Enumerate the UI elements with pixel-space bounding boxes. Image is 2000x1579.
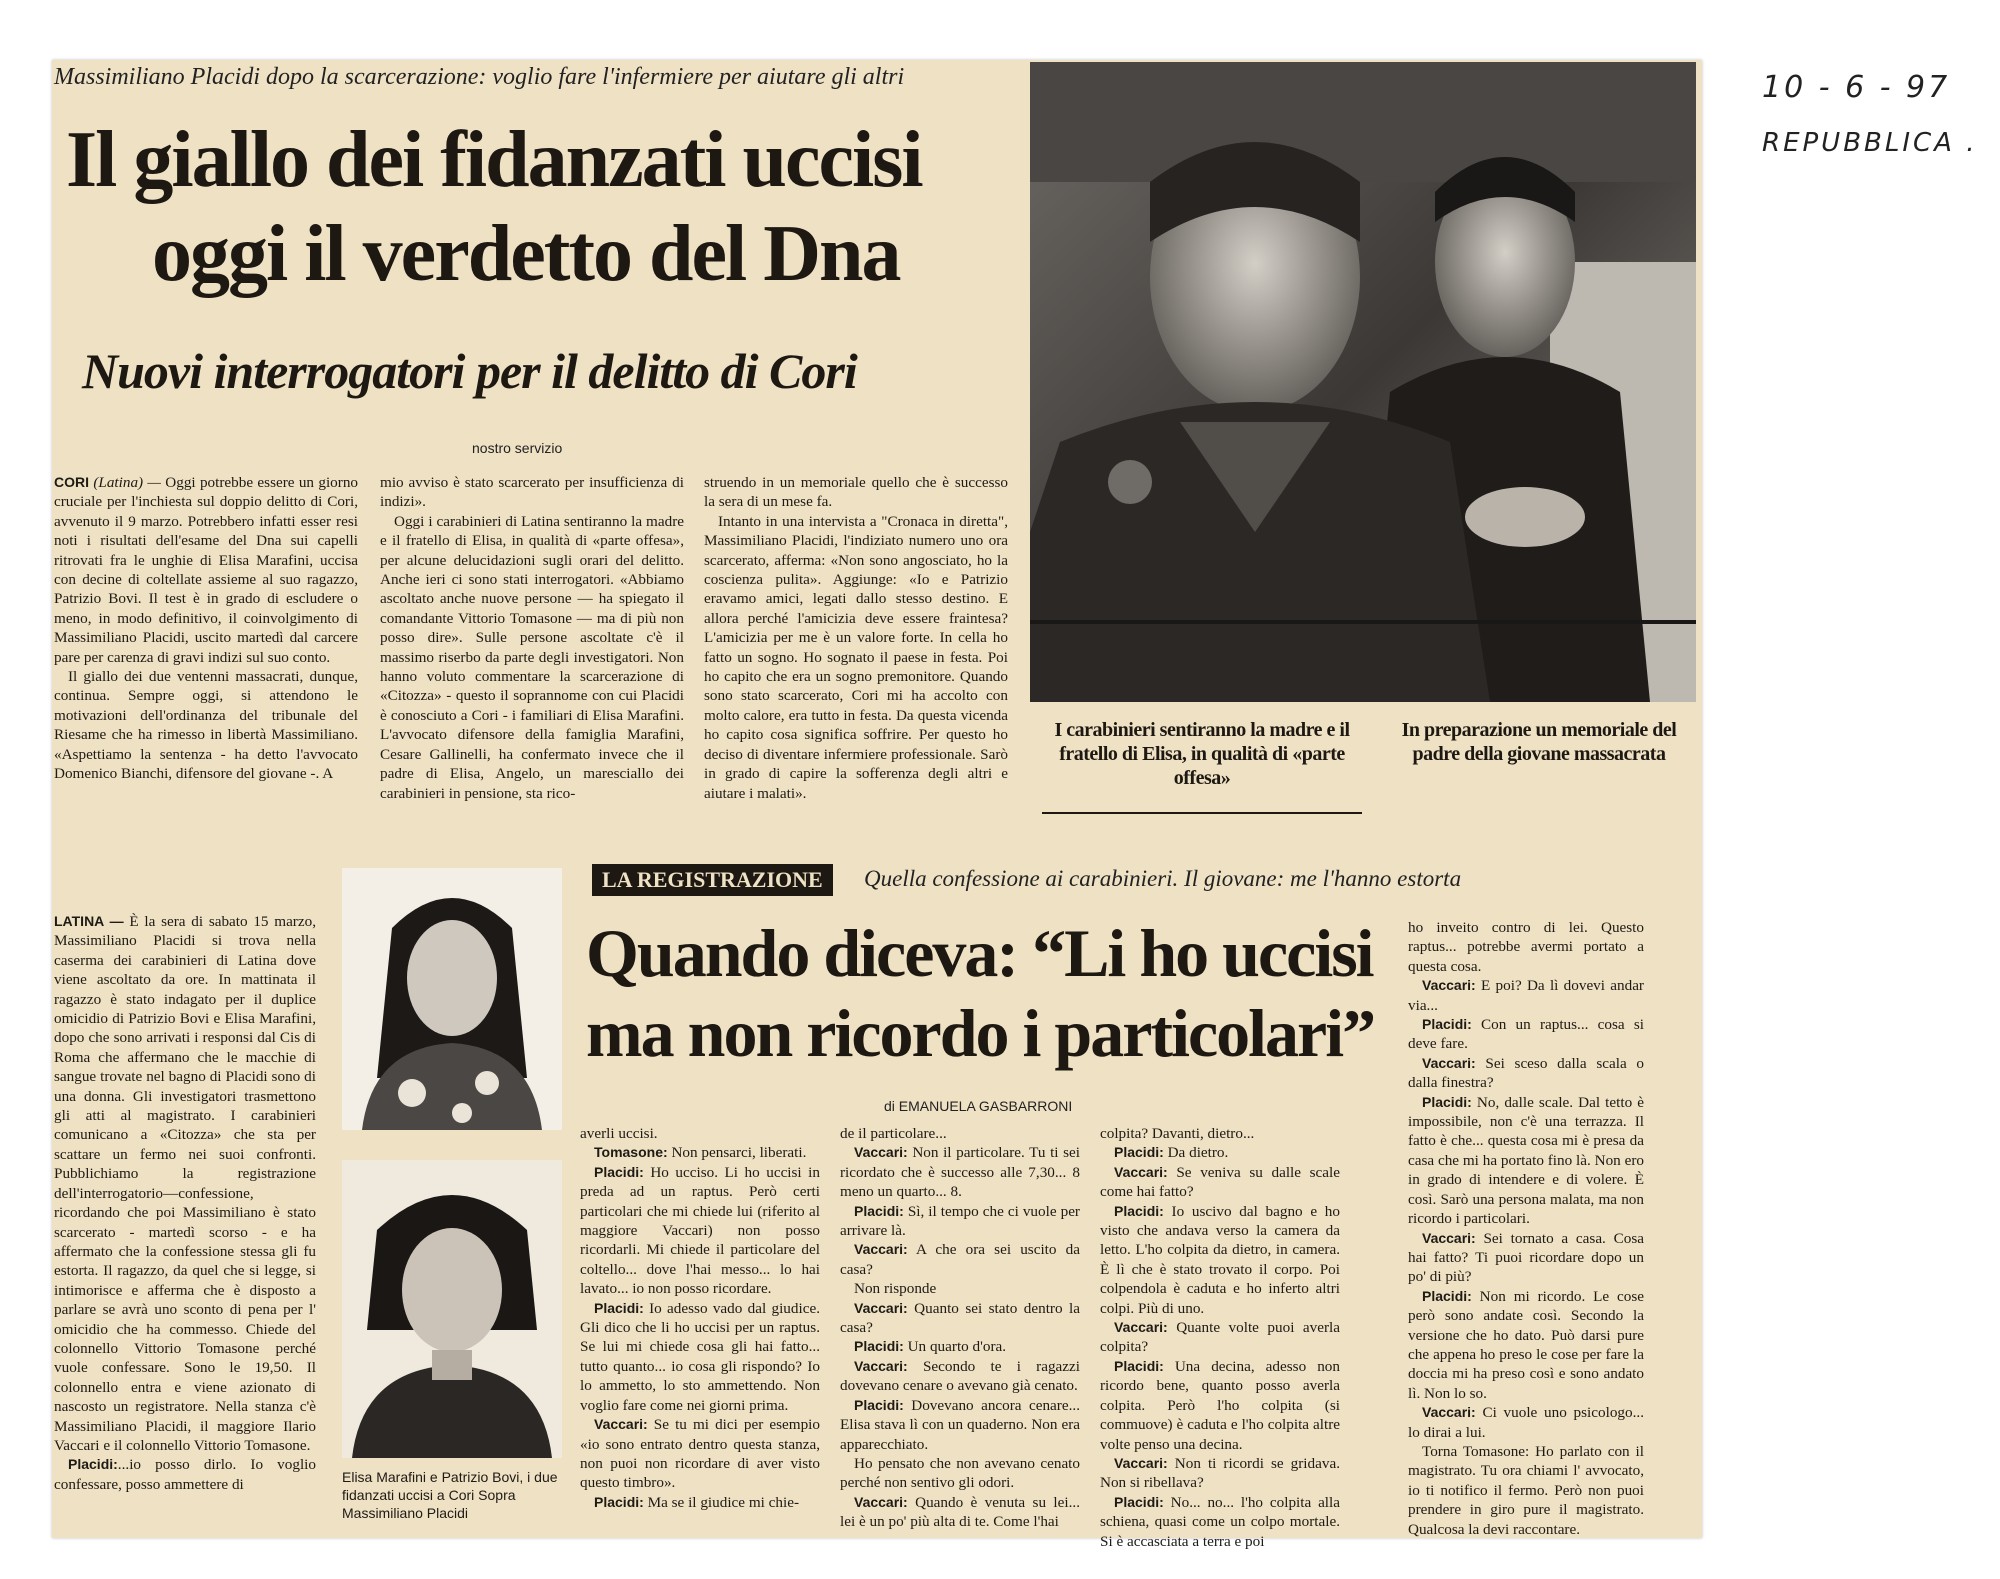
- dialogue-line: Ho pensato che non avevano cenato perché non sentivo gli odori.: [840, 1454, 1080, 1492]
- top-headline-line2: oggi il verdetto del Dna: [152, 210, 900, 298]
- bottom-byline: di EMANUELA GASBARRONI: [884, 1098, 1073, 1114]
- paragraph: Il giallo dei due ventenni massacrati, dunque, continua. Sempre oggi, si attendono le motivazioni dell'ordinanza del tribunale del Riesame che ha rimesso in libertà Massimiliano. «Aspettiamo la sentenza - ha detto l'avvocato Domenico Bianchi, difensore del giovane -. A: [54, 668, 358, 783]
- section-tag: LA REGISTRAZIONE: [592, 864, 833, 896]
- dialogue-line: Vaccari: Quante volte puoi averla colpita?: [1100, 1319, 1340, 1356]
- bottom-column-3: [840, 1124, 1080, 1532]
- portrait-patrizio-bovi: [342, 1160, 562, 1458]
- top-byline: nostro servizio: [472, 440, 563, 456]
- dialogue-line: Placidi: No, dalle scale. Dal tetto è impossibile, non c'è una terrazza. Il fatto è che... questa cosa mi è presa da casa che mi ha portato fino là. Non ero in grado di intendere e di volere. È così. Sarò una persona malata, ma non ricordo i particolari.: [1408, 1093, 1644, 1228]
- dialogue-line: Placidi: Ho ucciso. Li ho uccisi in preda ad un raptus. Però certi particolari che mi chiede lui (riferito al maggiore Vaccari) non posso ricordarli. Mi chiede il particolare del coltello... dove l'hai messo... lo hai lavato... io non posso ricordare.: [580, 1163, 820, 1298]
- dialogue-line: Placidi: Dovevano ancora cenare... Elisa stava lì con un quaderno. Non era apparecchiato.: [840, 1396, 1080, 1453]
- handwritten-source: REPUBBLICA .: [1762, 128, 1978, 158]
- dialogue-line: Placidi: Una decina, adesso non ricordo bene, quanto posso averla colpita. Però l'ho colpita (si commuove) è caduta e l'ho colpita altre volte penso una decina.: [1100, 1357, 1340, 1453]
- dialogue-line: colpita? Davanti, dietro...: [1100, 1125, 1255, 1142]
- speech: ...io posso dirlo. Io voglio confessare, posso ammettere di: [54, 1456, 316, 1493]
- dialogue-line: Placidi: Io uscivo dal bagno e ho visto che andava verso la camera da letto. L'ho colpita da dietro, in camera. È lì che è stato trovato il corpo. Poi colpendola è caduta e ho inferto altri colpi. Più di uno.: [1100, 1202, 1340, 1317]
- portrait-caption: Elisa Marafini e Patrizio Bovi, i due fidanzati uccisi a Cori Sopra Massimiliano Placidi: [342, 1469, 558, 1521]
- photo-carabinieri-image: [1030, 62, 1696, 702]
- bottom-column-4: [1100, 1124, 1340, 1551]
- dialogue-line: Vaccari: Quanto sei stato dentro la casa?: [840, 1299, 1080, 1337]
- dialogue-line: averli uccisi.: [580, 1125, 658, 1142]
- dateline-latina: LATINA —: [54, 913, 130, 929]
- dialogue-line: Vaccari: Se tu mi dici per esempio «io sono entrato dentro questa stanza, non puoi non ricordare di aver visto questo timbro».: [580, 1416, 820, 1492]
- caption-rule: [1042, 812, 1362, 814]
- paragraph: È la sera di sabato 15 marzo, Massimiliano Placidi si trova nella caserma dei carabinieri di Latina dove viene ascoltato da ore. In mattinata il ragazzo è stato indagato per il duplice omicidio di Patrizio Bovi e Elisa Marafini, dopo che sono arrivati i responsi dal Cis di Roma che affermano che le macchie di sangue trovate nel bagno di Placidi sono di una donna. Gli investigatori trasmettono gli atti al magistrato. I carabinieri comunicano a «Citozza» che sta per scattare un fermo nei suoi confronti. Pubblichiamo la registrazione dell'interrogatorio—confessione, ricordando che poi Massimiliano è stato scarcerato - martedì scorso - e ha affermato che la confessione stessa gli fu estorta. Il ragazzo, da quel che si legge, si intimorisce e afferma che è disposto a parlare se avrà uno sconto di pena per l' omicidio che ha commesso. Chiede del colonnello Vittorio Tomasone perché vuole confessare. Sono le 19,50. Il colonnello entra e viene azionato di nascosto un registratore. Nella stanza c'è Massimiliano Placidi, il maggiore Ilario Vaccari e il colonnello Vittorio Tomasone.: [54, 913, 316, 1454]
- dialogue-line: Torna Tomasone: Ho parlato con il magistrato. Tu ora chiami l' avvocato, io ti notifico il fermo. Però non puoi prendere in giro pure il magistrato. Qualcosa la devi raccontare.: [1408, 1442, 1644, 1538]
- top-column-1: [54, 473, 358, 784]
- top-headline-line1: Il giallo dei fidanzati uccisi: [66, 116, 922, 204]
- dialogue-line: Placidi: No... no... l'ho colpita alla schiena, quasi come un colpo mortale. Si è accasciata a terra e poi: [1100, 1493, 1340, 1550]
- top-column-3: [704, 473, 1008, 803]
- bottom-kicker: Quella confessione ai carabinieri. Il giovane: me l'hanno estorta: [864, 866, 1462, 891]
- dialogue-line: Non risponde: [854, 1280, 937, 1298]
- dialogue-line: Vaccari: Sei sceso dalla scala o dalla finestra?: [1408, 1054, 1644, 1092]
- top-column-2: [380, 473, 684, 803]
- dateline-cori: CORI: [54, 474, 89, 490]
- photo-carabinieri: [1030, 62, 1696, 702]
- bottom-column-1: [54, 912, 316, 1494]
- paragraph: Oggi potrebbe essere un giorno cruciale per l'inchiesta sul doppio delitto di Cori, avvenuto il 9 marzo. Potrebbero infatti esser resi noti i risultati dell'esame del Dna sui capelli ritrovati fra le unghie di Elisa Marafini, uccisa con decine di coltellate assieme al suo ragazzo, Patrizio Bovi. Il test è in grado di escludere o meno, in modo definitivo, il coinvolgimento di Massimiliano Placidi, uscito martedì dal carcere pare per carenza di gravi indizi sul suo conto.: [54, 474, 359, 666]
- bottom-headline-line2: ma non ricordo i particolari”: [586, 995, 1375, 1071]
- bottom-column-5: [1408, 918, 1644, 1539]
- newspaper-clipping: [52, 60, 1702, 1550]
- portrait-elisa-marafini: [342, 868, 562, 1130]
- dialogue-line: Vaccari: Ci vuole uno psicologo... lo dirai a lui.: [1408, 1404, 1644, 1441]
- photo-caption-left: I carabinieri sentiranno la madre e il fratello di Elisa, in qualità di «parte offesa»: [1054, 719, 1350, 789]
- portrait-patrizio-image: [342, 1160, 562, 1458]
- dialogue-line: Placidi: Sì, il tempo che ci vuole per arrivare là.: [840, 1202, 1080, 1240]
- dateline-cori-place: (Latina) —: [89, 474, 166, 491]
- dialogue-line: Vaccari: Se veniva su dalle scale come hai fatto?: [1100, 1163, 1340, 1201]
- paragraph: mio avviso è stato scarcerato per insufficienza di indizi».: [380, 474, 684, 511]
- handwritten-date: 10 - 6 - 97: [1762, 70, 1951, 105]
- paragraph: Intanto in una intervista a "Cronaca in diretta", Massimiliano Placidi, l'indiziato numero uno ora scarcerato, afferma: «Non sono angosciato, ho la coscienza pulita». Aggiunge: «Io e Patrizio eravamo amici, legati dallo stesso destino. E allora perché l'amicizia deve essere fraintesa? L'amicizia per me è un valore forte. In cella ho fatto un sogno. Ho sognato il paese in festa. Poi ho capito che era un sogno premonitore. Quando sono stato scarcerato, Cori mi ha accolto con molto calore, era tutto in festa. Da questa vicenda ho capito cosa significa soffrire. Per questo ho deciso di diventare infermiere professionale. Sarò in grado di capire la sofferenza degli altri e aiutare i malati».: [704, 512, 1008, 802]
- dialogue-line: Vaccari: Non ti ricordi se gridava. Non si ribellava?: [1100, 1454, 1340, 1492]
- dialogue-line: Placidi: Da dietro.: [1114, 1144, 1229, 1162]
- dialogue-line: Vaccari: Quando è venuta su lei... lei è un po' più alta di te. Come l'hai: [840, 1493, 1080, 1531]
- dialogue-line: Vaccari: A che ora sei uscito da casa?: [840, 1241, 1080, 1278]
- dialogue-line: de il particolare...: [840, 1125, 947, 1142]
- dialogue-line: Placidi: Io adesso vado dal giudice. Gli dico che li ho uccisi per un raptus. Se lui mi chiede cosa gli hai fatto... tutto quanto... io cosa gli rispondo? Io lo ammetto, lo sto ammettendo. Non voglio fare come nei giorni prima.: [580, 1299, 820, 1414]
- dialogue-line: Vaccari: Non il particolare. Tu ti sei ricordato che è successo alle 7,30... 8 meno un quarto... 8.: [840, 1144, 1080, 1201]
- dialogue-line: Vaccari: E poi? Da lì dovevi andar via...: [1408, 977, 1644, 1014]
- bottom-headline-line1: Quando diceva: “Li ho uccisi: [586, 915, 1373, 991]
- dialogue-line: Vaccari: Sei tornato a casa. Cosa hai fatto? Ti puoi ricordare dopo un po' di più?: [1408, 1229, 1644, 1286]
- dialogue-line: Placidi: Con un raptus... cosa si deve fare.: [1408, 1016, 1644, 1053]
- dialogue-line: ho inveito contro di lei. Questo raptus... potrebbe avermi portato a questa cosa.: [1408, 919, 1644, 975]
- dialogue-line: Placidi: Un quarto d'ora.: [854, 1338, 1007, 1356]
- speaker: Placidi:: [68, 1456, 118, 1473]
- paragraph: struendo in un memoriale quello che è successo la sera di un mese fa.: [704, 474, 1008, 511]
- photo-caption-right: In preparazione un memoriale del padre della giovane massacrata: [1401, 719, 1677, 765]
- dialogue-line: Placidi: Ma se il giudice mi chie-: [594, 1493, 800, 1511]
- dialogue-line: Vaccari: Secondo te i ragazzi dovevano cenare o avevano già cenato.: [840, 1357, 1080, 1395]
- top-subheadline: Nuovi interrogatori per il delitto di Cori: [82, 343, 857, 399]
- paragraph: Oggi i carabinieri di Latina sentiranno la madre e il fratello di Elisa, in qualità di «parte offesa», per alcune delucidazioni sugli orari del delitto. Anche ieri ci sono stati interrogatori. «Abbiamo ascoltato anche nuove persone — ha spiegato il comandante Vittorio Tomasone — ma di più non posso dire». Sulle persone ascoltate c'è il massimo riserbo da parte degli investigatori. Non hanno voluto commentare la scarcerazione di «Citozza» - questo il soprannome con cui Placidi è conosciuto a Cori - i familiari di Elisa Marafini. L'avvocato difensore della famiglia Marafini, Cesare Gallinelli, ha confermato invece che il padre di Elisa, Angelo, un maresciallo dei carabinieri in pensione, sta rico-: [380, 512, 684, 802]
- dialogue-line: Tomasone: Non pensarci, liberati.: [594, 1144, 807, 1162]
- portrait-elisa-image: [342, 868, 562, 1130]
- dialogue-line: Placidi: Non mi ricordo. Le cose però sono andate così. Secondo la versione che ho dato. Può darsi pure che appena ho preso le cose per fare la doccia mi ha preso così e sono andato lì. Non lo so.: [1408, 1287, 1644, 1402]
- top-kicker: Massimiliano Placidi dopo la scarcerazione: voglio fare l'infermiere per aiutare gli altri: [54, 64, 905, 90]
- bottom-column-2: [580, 1124, 820, 1512]
